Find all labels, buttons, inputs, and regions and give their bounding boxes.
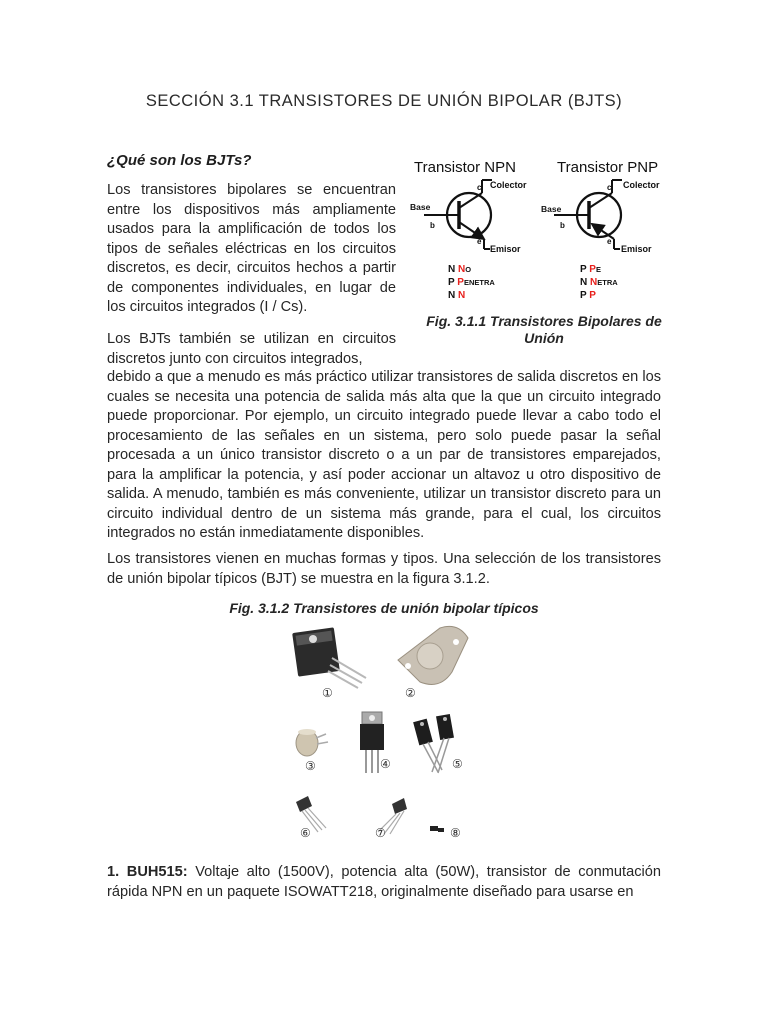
pnp-mnemonic-row-1: P PE (580, 264, 601, 275)
pnp-title: Transistor PNP (557, 159, 659, 176)
pnp-mnemonic-row-3: P P (580, 290, 596, 301)
transistor-package-2 (398, 626, 468, 684)
section-heading: ¿Qué son los BJTs? (107, 152, 252, 169)
npn-mnemonic (448, 264, 495, 301)
svg-text:⑤: ⑤ (452, 757, 463, 771)
npn-collector-label: Colector (490, 180, 527, 190)
figure-2-caption: Fig. 3.1.2 Transistores de unión bipolar típicos (229, 600, 539, 616)
item-label: 1. BUH515: (107, 864, 188, 880)
svg-text:⑦: ⑦ (375, 826, 386, 840)
transistor-packages-figure (280, 620, 490, 845)
svg-text:⑧: ⑧ (450, 826, 461, 840)
pnp-mnemonic-row-2: N NETRA (580, 277, 618, 288)
svg-text:③: ③ (305, 759, 316, 773)
svg-text:e: e (607, 237, 612, 246)
paragraph-transistor-types: Los transistores vienen en muchas formas y tipos. Una selección de los transistores de unión bipolar típicos (BJT) se muestra en la figura 3.1.2. (107, 551, 661, 587)
npn-mnemonic-row-3: N N (448, 290, 466, 301)
svg-text:c: c (607, 183, 612, 192)
figure-1-caption: Fig. 3.1.1 Transistores Bipolares de Unión (426, 313, 662, 346)
pnp-symbol (541, 159, 660, 301)
paragraph-bjt-usage: debido a que a menudo es más práctico utilizar transistores de salida discretos en los cuales se necesita una potencia de salida más alta que la que un circuito integrado puede proporcionar. Por ejemplo, un circuito integrado puede llevar a cabo todo el procesamiento de las señales en un sistema, pero solo puede pasar la señal procesada a un único transistor discreto o a un par de transistores emparejados, para la amplificar la potencia, y así poder accionar un altavoz u otro dispositivo de salida. A menudo, también es más conveniente, utilizar un transistor discreto para un circuito individual dentro de un sistema más grande, para el cual, los circuitos integrados no están inmediatamente disponibles. (107, 369, 661, 541)
pnp-emitter-label: Emisor (621, 244, 652, 254)
svg-text:④: ④ (380, 757, 391, 771)
npn-mnemonic-row-2: P PENETRA (448, 277, 495, 288)
npn-symbol (410, 159, 527, 301)
npn-title: Transistor NPN (414, 159, 516, 176)
transistor-package-8 (430, 826, 444, 832)
pnp-mnemonic (580, 264, 618, 301)
npn-mnemonic-row-1: N NO (448, 264, 472, 275)
transistor-package-5 (413, 714, 454, 773)
svg-text:②: ② (405, 686, 416, 700)
npn-base-label: Base (410, 202, 431, 212)
svg-text:⑥: ⑥ (300, 826, 311, 840)
item-text: Voltaje alto (1500V), potencia alta (50W), transistor de conmutación rápida NPN en un paquete ISOWATT218, originalmente diseñado para usarse en (107, 864, 661, 900)
transistor-package-1 (292, 627, 366, 688)
svg-text:c: c (477, 183, 482, 192)
pnp-collector-label: Colector (623, 180, 660, 190)
transistor-symbols-figure (404, 152, 674, 307)
pnp-base-label: Base (541, 204, 562, 214)
npn-emitter-label: Emisor (490, 244, 521, 254)
svg-text:e: e (477, 237, 482, 246)
transistor-package-3 (296, 729, 328, 756)
svg-text:b: b (560, 221, 565, 230)
paragraph-intro: Los transistores bipolares se encuentran entre los dispositivos más ampliamente usados para la amplificación de todos los tipos de señales eléctricas en los circuitos discretos, es decir, circuitos hechos a partir de componentes individuales, en lugar de los circuitos integrados (I / Cs). (107, 182, 396, 315)
transistor-item-1 (107, 863, 661, 902)
svg-text:b: b (430, 221, 435, 230)
svg-text:①: ① (322, 686, 333, 700)
paragraph-bjt-usage-start: Los BJTs también se utilizan en circuitos discretos junto con circuitos integrados, (107, 331, 396, 367)
page-title: SECCIÓN 3.1 TRANSISTORES DE UNIÓN BIPOLAR (BJTS) (145, 92, 623, 110)
